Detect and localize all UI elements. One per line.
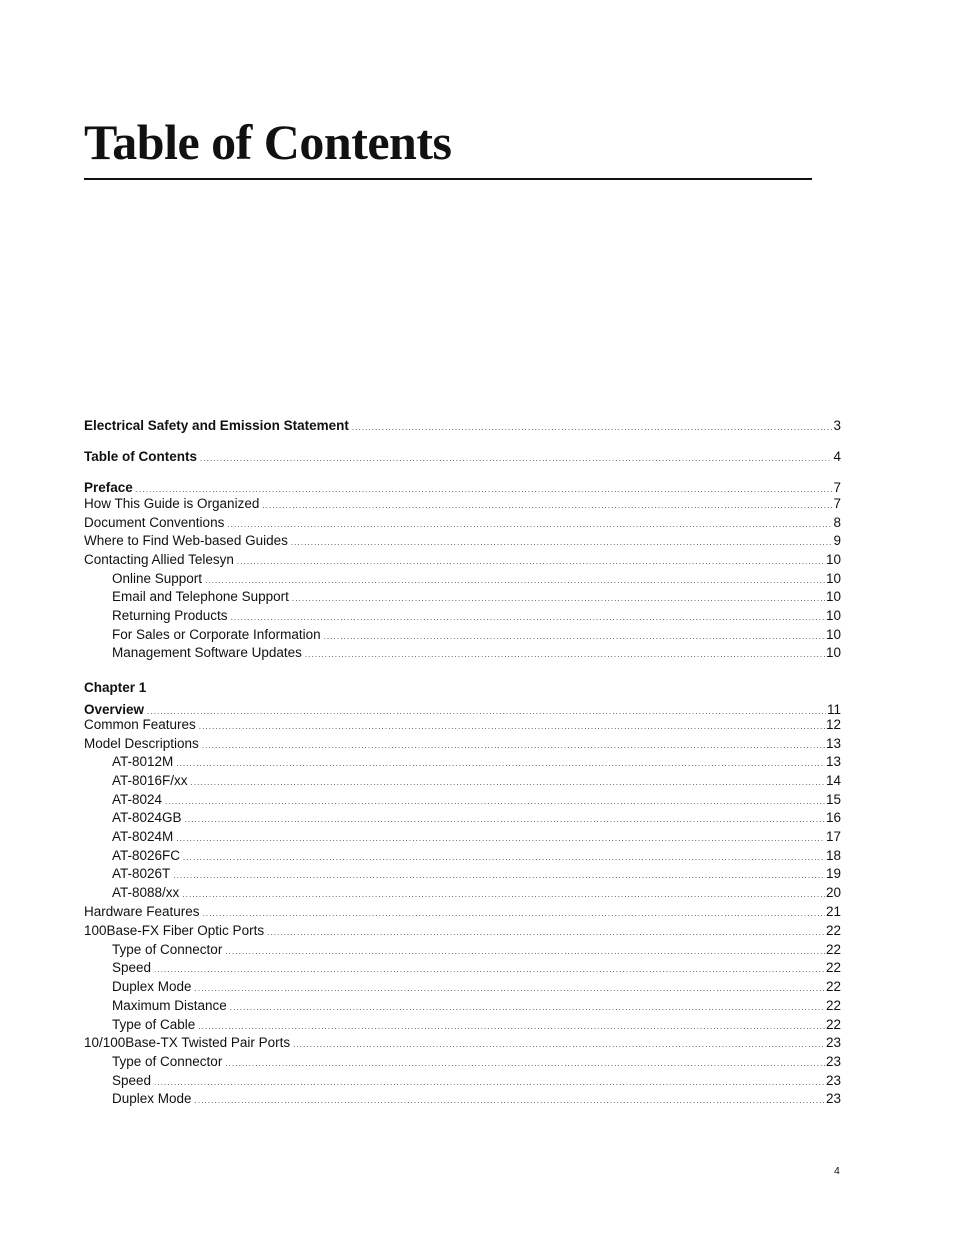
toc-entry[interactable] bbox=[84, 447, 841, 466]
toc-entry-page: 21 bbox=[825, 904, 841, 919]
toc-entry[interactable] bbox=[112, 625, 841, 644]
toc-entry-page: 20 bbox=[825, 885, 841, 900]
toc-entry-label: Overview bbox=[84, 702, 145, 717]
toc-entry-label: Speed bbox=[112, 1073, 152, 1088]
toc-entry-page: 4 bbox=[833, 449, 841, 464]
toc-entry-label: Duplex Mode bbox=[112, 979, 192, 994]
toc-entry[interactable] bbox=[112, 808, 841, 827]
toc-entry-label: Email and Telephone Support bbox=[112, 589, 289, 604]
toc-entry[interactable] bbox=[84, 416, 841, 435]
toc-entry-page: 10 bbox=[825, 627, 841, 642]
toc-entry[interactable] bbox=[84, 921, 841, 940]
toc-entry-page: 13 bbox=[825, 754, 841, 769]
toc-entry[interactable] bbox=[84, 1033, 841, 1052]
toc-entry-label: Type of Connector bbox=[112, 1054, 223, 1069]
chapter-heading: Chapter 1 bbox=[84, 680, 147, 695]
toc-entry-label: Management Software Updates bbox=[112, 645, 302, 660]
toc-entry-page: 9 bbox=[833, 533, 841, 548]
toc-entry-label: Returning Products bbox=[112, 608, 228, 623]
toc-entry-label: Online Support bbox=[112, 571, 203, 586]
toc-entry[interactable] bbox=[112, 977, 841, 996]
toc-entry-label: Maximum Distance bbox=[112, 998, 227, 1013]
toc-entry-label: AT-8012M bbox=[112, 754, 174, 769]
toc-entry-label: Model Descriptions bbox=[84, 736, 199, 751]
toc-entry-label: For Sales or Corporate Information bbox=[112, 627, 321, 642]
toc-entry[interactable] bbox=[112, 1089, 841, 1108]
toc-entry-label: Electrical Safety and Emission Statement bbox=[84, 418, 349, 433]
toc-entry-page: 17 bbox=[825, 829, 841, 844]
toc-entry-label: Document Conventions bbox=[84, 515, 225, 530]
toc-entry-page: 10 bbox=[825, 571, 841, 586]
toc-entry-label: Type of Connector bbox=[112, 942, 223, 957]
toc-entry-page: 12 bbox=[825, 717, 841, 732]
toc-entry-page: 22 bbox=[825, 1017, 841, 1032]
toc-entry-label: AT-8016F/xx bbox=[112, 773, 188, 788]
toc-entry[interactable] bbox=[112, 846, 841, 865]
toc-entry[interactable] bbox=[112, 940, 841, 959]
toc-entry-label: Duplex Mode bbox=[112, 1091, 192, 1106]
toc-entry[interactable] bbox=[112, 827, 841, 846]
toc-entry-label: Where to Find Web-based Guides bbox=[84, 533, 288, 548]
toc-entry[interactable] bbox=[84, 513, 841, 532]
toc-entry-page: 23 bbox=[825, 1091, 841, 1106]
toc-entry[interactable] bbox=[112, 1071, 841, 1090]
toc-entry-page: 3 bbox=[833, 418, 841, 433]
toc-entry-page: 13 bbox=[825, 736, 841, 751]
toc-entry[interactable] bbox=[112, 752, 841, 771]
toc-entry[interactable] bbox=[112, 883, 841, 902]
toc-entry-page: 10 bbox=[825, 608, 841, 623]
toc-entry[interactable] bbox=[84, 550, 841, 569]
toc-entry-page: 7 bbox=[833, 480, 841, 495]
toc-entry[interactable] bbox=[84, 531, 841, 550]
toc-entry-label: 100Base-FX Fiber Optic Ports bbox=[84, 923, 265, 938]
toc-entry-label: Preface bbox=[84, 480, 133, 495]
toc-entry-page: 7 bbox=[833, 496, 841, 511]
toc-entry[interactable] bbox=[112, 1015, 841, 1034]
toc-entry-label: AT-8026T bbox=[112, 866, 171, 881]
toc-entry-page: 22 bbox=[825, 979, 841, 994]
toc-entry[interactable] bbox=[112, 643, 841, 662]
title-rule bbox=[84, 178, 812, 180]
toc-entry-label: AT-8026FC bbox=[112, 848, 181, 863]
toc-entry[interactable] bbox=[112, 996, 841, 1015]
toc-entry[interactable] bbox=[112, 569, 841, 588]
toc-entry-label: How This Guide is Organized bbox=[84, 496, 260, 511]
page-title: Table of Contents bbox=[84, 114, 452, 170]
toc-entry[interactable] bbox=[112, 864, 841, 883]
toc-entry[interactable] bbox=[84, 494, 841, 513]
page-number: 4 bbox=[834, 1165, 840, 1177]
toc-entry-page: 14 bbox=[825, 773, 841, 788]
toc-entry-label: AT-8024 bbox=[112, 792, 163, 807]
toc-entry-page: 22 bbox=[825, 942, 841, 957]
toc-entry-label: Hardware Features bbox=[84, 904, 200, 919]
toc-entry[interactable] bbox=[112, 790, 841, 809]
toc-entry-page: 23 bbox=[825, 1035, 841, 1050]
toc-entry-page: 23 bbox=[825, 1054, 841, 1069]
toc-entry-label: 10/100Base-TX Twisted Pair Ports bbox=[84, 1035, 291, 1050]
toc-entry-page: 10 bbox=[825, 645, 841, 660]
toc-entry[interactable] bbox=[84, 734, 841, 753]
toc-entry-label: Speed bbox=[112, 960, 152, 975]
toc-entry-page: 22 bbox=[825, 923, 841, 938]
toc-entry[interactable] bbox=[112, 606, 841, 625]
toc-entry-page: 19 bbox=[825, 866, 841, 881]
toc-entry-page: 23 bbox=[825, 1073, 841, 1088]
toc-entry-page: 15 bbox=[825, 792, 841, 807]
toc-entry-label: AT-8024GB bbox=[112, 810, 182, 825]
toc-entry-page: 18 bbox=[825, 848, 841, 863]
toc-entry-page: 8 bbox=[833, 515, 841, 530]
toc-entry-page: 16 bbox=[825, 810, 841, 825]
toc-entry-label: AT-8088/xx bbox=[112, 885, 180, 900]
toc-entry-label: Table of Contents bbox=[84, 449, 197, 464]
toc-entry[interactable] bbox=[112, 958, 841, 977]
toc-entry[interactable] bbox=[112, 1052, 841, 1071]
toc-entry[interactable] bbox=[112, 771, 841, 790]
toc-entry-label: Common Features bbox=[84, 717, 196, 732]
toc-entry-label: AT-8024M bbox=[112, 829, 174, 844]
toc-entry-page: 22 bbox=[825, 998, 841, 1013]
toc-entry-page: 10 bbox=[825, 552, 841, 567]
toc-entry[interactable] bbox=[112, 587, 841, 606]
toc-entry[interactable] bbox=[84, 715, 841, 734]
toc-entry-label: Type of Cable bbox=[112, 1017, 196, 1032]
toc-entry-page: 10 bbox=[825, 589, 841, 604]
toc-entry-page: 22 bbox=[825, 960, 841, 975]
toc-entry-page: 11 bbox=[826, 702, 841, 717]
toc-entry[interactable] bbox=[84, 902, 841, 921]
toc-entry-label: Contacting Allied Telesyn bbox=[84, 552, 234, 567]
